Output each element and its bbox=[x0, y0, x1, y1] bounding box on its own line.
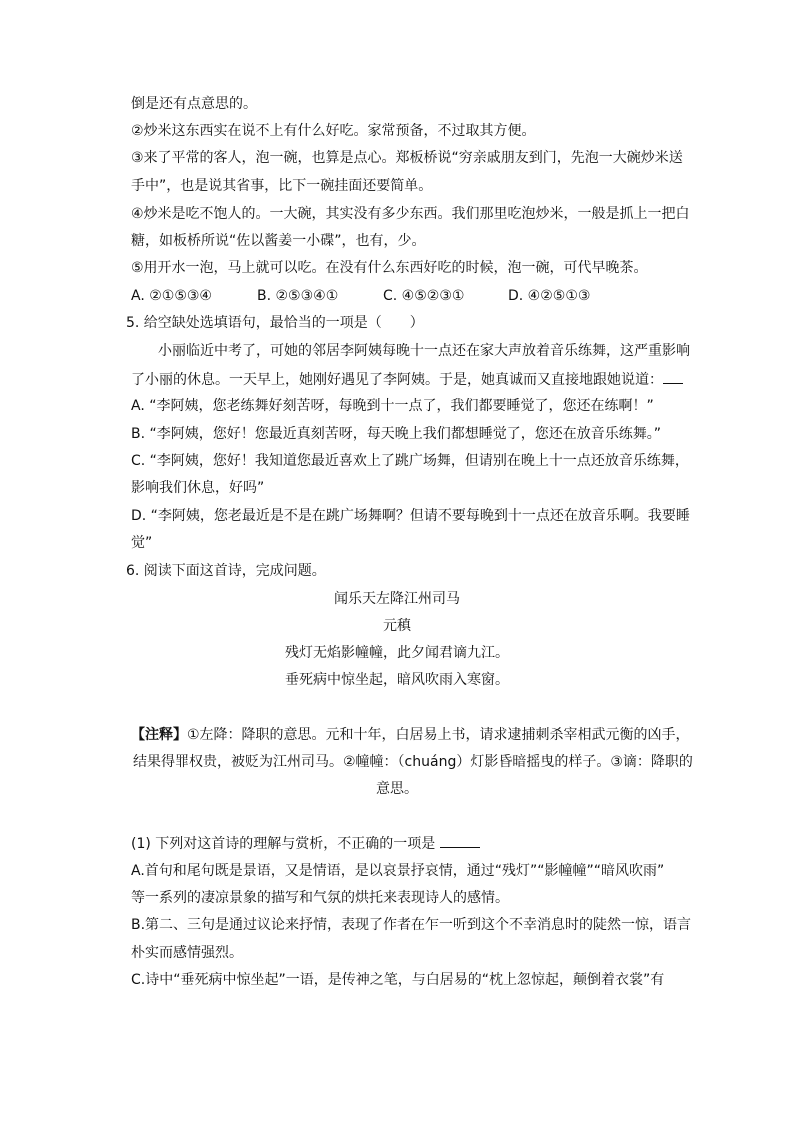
poem-title: 闻乐天左降江州司马 bbox=[334, 591, 460, 607]
note-line: 结果得罪权贵，被贬为江州司马。②幢幢：（chuáng）灯影昏暗摇曳的样子。③谪：降职的 bbox=[133, 754, 693, 770]
q6-sub1-option-c: C.诗中“垂死病中惊坐起”一语，是传神之笔，与白居易的“枕上忽惊起，颠倒着衣裳”有 bbox=[131, 972, 665, 988]
poem-line: 残灯无焰影幢幢，此夕闻君谪九江。 bbox=[285, 645, 509, 661]
q5-option-d-cont: 觉” bbox=[131, 535, 153, 551]
q5-option-b: B. “李阿姨，您好！您最近真刻苦呀，每天晚上我们都想睡觉了，您还在放音乐练舞。” bbox=[131, 426, 662, 442]
q4-choice-d: D. ④②⑤①③ bbox=[508, 288, 591, 304]
q4-line: ②炒米这东西实在说不上有什么好吃。家常预备，不过取其方便。 bbox=[131, 123, 536, 139]
poem-line: 垂死病中惊坐起，暗风吹雨入寒窗。 bbox=[285, 672, 509, 688]
q5-option-d: D. “李阿姨，您老最近是不是在跳广场舞啊？但请不要每晚到十一点还在放音乐啊。我要睡 bbox=[131, 508, 690, 524]
q4-choice-c: C. ④⑤②③① bbox=[383, 288, 465, 304]
q4-line: ④炒米是吃不饱人的。一大碗，其实没有多少东西。我们那里吃泡炒米，一般是抓上一把白 bbox=[131, 206, 690, 222]
q6-sub1-option-b-cont: 朴实而感情强烈。 bbox=[131, 945, 243, 961]
note-line-1 bbox=[131, 725, 690, 745]
q4-choice-b: B. ②⑤③④① bbox=[257, 288, 339, 304]
q4-choice-a: A. ②①⑤③④ bbox=[131, 288, 212, 304]
q4-line: ③来了平常的客人，泡一碗，也算是点心。郑板桥说“穷亲戚朋友到门，先泡一大碗炒米送 bbox=[131, 150, 683, 166]
q5-option-a: A. “李阿姨，您老练舞好刻苦呀，每晚到十一点了，我们都要睡觉了，您还在练啊！” bbox=[131, 398, 654, 414]
q6-sub1-stem-line bbox=[131, 833, 480, 854]
q6-sub1-option-b: B.第二、三句是通过议论来抒情，表现了作者在乍一听到这个不幸消息时的陡然一惊，语言 bbox=[131, 917, 692, 933]
q5-option-c: C. “李阿姨，您好！我知道您最近喜欢上了跳广场舞，但请别在晚上十一点还放音乐练舞， bbox=[131, 453, 689, 469]
note-line: 意思。 bbox=[376, 781, 418, 797]
q4-choices bbox=[131, 286, 651, 306]
q4-line: 手中”，也是说其省事，比下一碗挂面还要简单。 bbox=[131, 178, 433, 194]
note-label: 【注释】 bbox=[131, 727, 187, 743]
q5-passage-text: 了小丽的休息。一天早上，她刚好遇见了李阿姨。于是，她真诚而又直接地跟她说道： bbox=[131, 372, 663, 388]
poem-author: 元稹 bbox=[383, 618, 411, 634]
q5-passage-line-2 bbox=[131, 369, 683, 390]
q6-sub1-stem: (1) 下列对这首诗的理解与赏析，不正确的一项是 bbox=[131, 836, 436, 852]
q6-sub1-blank bbox=[440, 833, 480, 848]
note-text: ①左降：降职的意思。元和十年，白居易上书，请求逮捕刺杀宰相武元衡的凶手， bbox=[187, 727, 690, 743]
q5-option-c-cont: 影响我们休息，好吗” bbox=[131, 480, 265, 496]
q5-passage-line: 小丽临近中考了，可她的邻居李阿姨每晚十一点还在家大声放着音乐练舞，这严重影响 bbox=[158, 343, 690, 359]
q5-stem: 5. 给空缺处选填语句，最恰当的一项是（ ） bbox=[126, 315, 424, 331]
q6-sub1-option-a: A.首句和尾句既是景语，又是情语，是以哀景抒哀情，通过“残灯”“影幢幢”“暗风吹雨” bbox=[131, 863, 665, 879]
q6-sub1-option-a-cont: 等一系列的凄凉景象的描写和气氛的烘托来表现诗人的感情。 bbox=[131, 890, 509, 906]
q4-line: 倒是还有点意思的。 bbox=[131, 96, 257, 112]
q6-stem: 6. 阅读下面这首诗，完成问题。 bbox=[126, 563, 326, 579]
q4-line: ⑤用开水一泡，马上就可以吃。在没有什么东西好吃的时候，泡一碗，可代早晚茶。 bbox=[131, 260, 648, 276]
q4-line: 糖，如板桥所说“佐以酱姜一小碟”，也有，少。 bbox=[131, 233, 426, 249]
q5-answer-blank bbox=[663, 369, 683, 384]
